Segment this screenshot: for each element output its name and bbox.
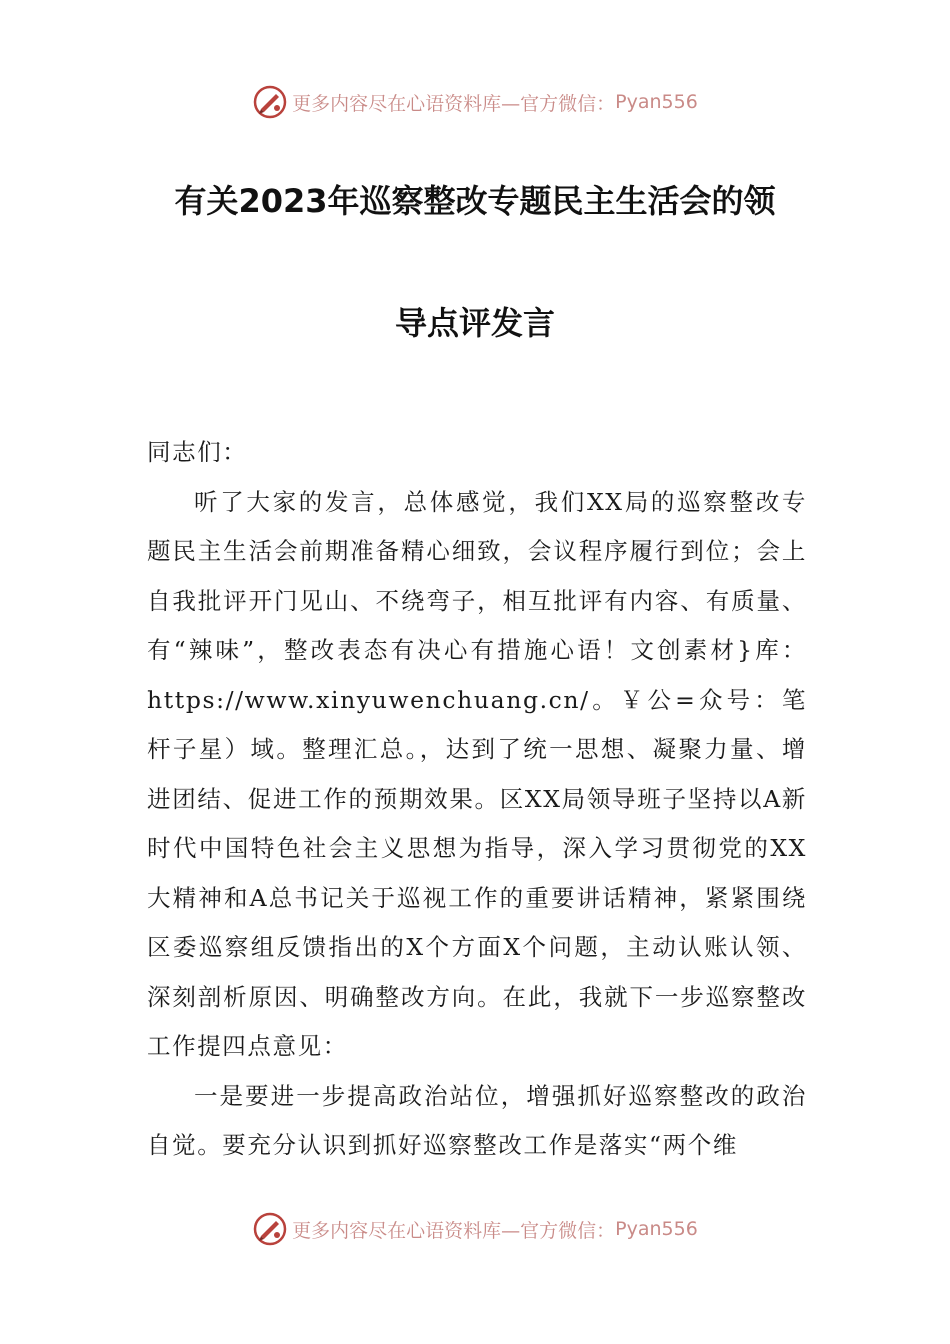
document-title-line-1: 有关2023年巡察整改专题民主生活会的领 <box>174 182 776 220</box>
watermark-header <box>0 82 950 122</box>
document-body <box>147 428 807 1171</box>
pen-logo-icon <box>252 1211 288 1247</box>
watermark-text: 更多内容尽在心语资料库—官方微信： <box>292 1219 616 1242</box>
watermark-footer <box>0 1209 950 1249</box>
watermark-text: 更多内容尽在心语资料库—官方微信： <box>292 92 616 115</box>
watermark-wechat-id: Pyan556 <box>615 91 698 113</box>
salutation: 同志们： <box>147 438 248 466</box>
document-title-line-2: 导点评发言 <box>394 304 555 342</box>
watermark-wechat-id: Pyan556 <box>615 1218 698 1240</box>
paragraph-2: 一是要进一步提高政治站位，增强抓好巡察整改的政治自觉。要充分认识到抓好巡察整改工作是落实“两个维 <box>147 1081 807 1159</box>
pen-logo-icon <box>252 84 288 120</box>
paragraph-1: 听了大家的发言，总体感觉，我们XX局的巡察整改专题民主生活会前期准备精心细致，会议程序履行到位；会上自我批评开门见山、不绕弯子，相互批评有内容、有质量、有“辣味”，整改表态有决心有措施心语！文创素材}库：https://www.xinyuwenchuang.cn/。￥公=众号：笔杆子星）域。整理汇总。，达到了统一思想、凝聚力量、增进团结、促进工作的预期效果。区XX局领导班子坚持以A新时代中国特色社会主义思想为指导，深入学习贯彻党的XX大精神和A总书记关于巡视工作的重要讲话精神，紧紧围绕区委巡察组反馈指出的X个方面X个问题，主动认账认领、深刻剖析原因、明确整改方向。在此，我就下一步巡察整改工作提四点意见： <box>147 487 807 1060</box>
